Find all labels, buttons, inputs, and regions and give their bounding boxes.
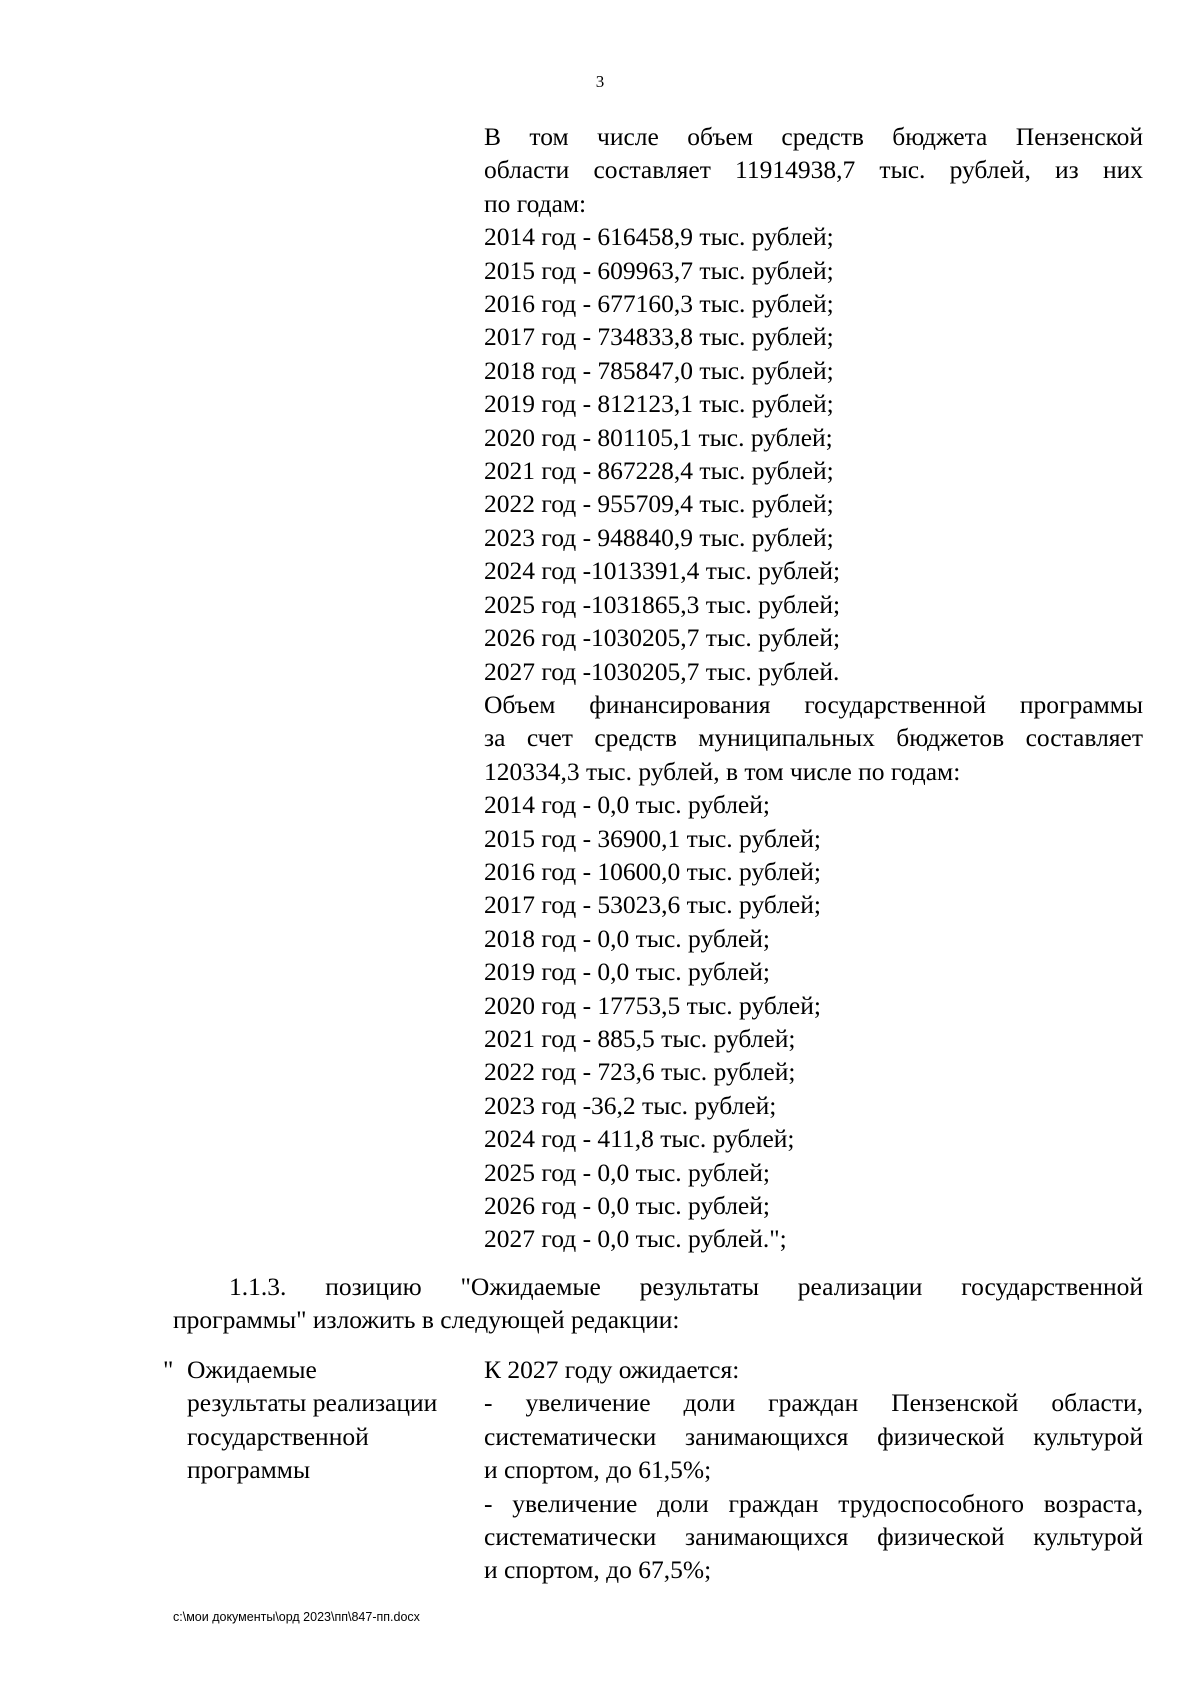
regional-year-line: 2023 год - 948840,9 тыс. рублей; (484, 522, 834, 552)
municipal-year-line: 2023 год -36,2 тыс. рублей; (484, 1090, 777, 1120)
municipal-year-line: 2018 год - 0,0 тыс. рублей; (484, 923, 770, 953)
regional-year-line: 2022 год - 955709,4 тыс. рублей; (484, 489, 834, 519)
municipal-year-line: 2021 год - 885,5 тыс. рублей; (484, 1023, 796, 1053)
results-item2-last: и спортом, до 67,5%; (484, 1555, 712, 1585)
footer-file-path: c:\мои документы\орд 2023\пп\847-пп.docx (173, 1610, 420, 1624)
regional-year-line: 2014 год - 616458,9 тыс. рублей; (484, 222, 834, 252)
label-line: государственной (187, 1421, 369, 1451)
regional-budget-section (484, 120, 1143, 1256)
regional-year-line: 2015 год - 609963,7 тыс. рублей; (484, 255, 834, 285)
municipal-year-line: 2016 год - 10600,0 тыс. рублей; (484, 856, 821, 886)
regional-year-line: 2019 год - 812123,1 тыс. рублей; (484, 389, 834, 419)
regional-year-line: 2024 год -1013391,4 тыс. рублей; (484, 556, 841, 586)
page-number: 3 (595, 72, 605, 91)
municipal-year-line: 2017 год - 53023,6 тыс. рублей; (484, 890, 821, 920)
regional-year-line: 2021 год - 867228,4 тыс. рублей; (484, 456, 834, 486)
regional-year-line: 2020 год - 801105,1 тыс. рублей; (484, 422, 833, 452)
regional-year-line: 2026 год -1030205,7 тыс. рублей; (484, 623, 841, 653)
municipal-year-line: 2019 год - 0,0 тыс. рублей; (484, 957, 770, 987)
municipal-year-line: 2014 год - 0,0 тыс. рублей; (484, 790, 770, 820)
regional-intro-line: области составляет 11914938,7 тыс. рублей, из них (484, 155, 1143, 185)
municipal-year-line: 2024 год - 411,8 тыс. рублей; (484, 1124, 795, 1154)
municipal-intro-last: 120334,3 тыс. рублей, в том числе по годам: (484, 756, 961, 786)
label-line: программы (187, 1455, 311, 1485)
municipal-year-line: 2026 год - 0,0 тыс. рублей; (484, 1191, 770, 1220)
regional-year-line: 2025 год -1031865,3 тыс. рублей; (484, 589, 841, 619)
regional-intro-line: В том числе объем средств бюджета Пензенской (484, 122, 1143, 151)
results-intro: К 2027 году ожидается: (484, 1355, 740, 1384)
regional-year-line: 2017 год - 734833,8 тыс. рублей; (484, 322, 834, 352)
municipal-intro-line: Объем финансирования государственной программы (484, 689, 1143, 719)
label-line: результаты реализации (187, 1388, 438, 1418)
municipal-intro-line: за счет средств муниципальных бюджетов составляет (484, 723, 1143, 753)
label-line: Ожидаемые (187, 1355, 317, 1384)
municipal-year-line: 2025 год - 0,0 тыс. рублей; (484, 1157, 770, 1187)
municipal-year-line: 2020 год - 17753,5 тыс. рублей; (484, 990, 821, 1020)
opening-quote-mark: " (163, 1355, 174, 1384)
expected-results-label (187, 1353, 467, 1487)
clause-1-1-3-line2: программы" изложить в следующей редакции: (173, 1305, 680, 1335)
expected-results-content (484, 1353, 1143, 1587)
municipal-year-line: 2022 год - 723,6 тыс. рублей; (484, 1057, 796, 1087)
results-item2-line: - увеличение доли граждан трудоспособного возраста, (484, 1488, 1143, 1518)
results-item1-line: - увеличение доли граждан Пензенской области, (484, 1388, 1143, 1418)
regional-year-line: 2016 год - 677160,3 тыс. рублей; (484, 289, 834, 319)
results-item1-line: систематически занимающихся физической культурой (484, 1421, 1143, 1451)
regional-year-line: 2027 год -1030205,7 тыс. рублей. (484, 656, 840, 686)
regional-year-line: 2018 год - 785847,0 тыс. рублей; (484, 355, 834, 385)
clause-1-1-3 (173, 1270, 1143, 1337)
municipal-year-line: 2027 год - 0,0 тыс. рублей."; (484, 1224, 787, 1254)
municipal-year-line: 2015 год - 36900,1 тыс. рублей; (484, 823, 821, 853)
regional-intro-last: по годам: (484, 188, 587, 218)
results-item1-last: и спортом, до 61,5%; (484, 1455, 712, 1485)
clause-1-1-3-line1: 1.1.3. позицию "Ожидаемые результаты реализации государственной (229, 1272, 1143, 1301)
results-item2-line: систематически занимающихся физической культурой (484, 1522, 1143, 1552)
